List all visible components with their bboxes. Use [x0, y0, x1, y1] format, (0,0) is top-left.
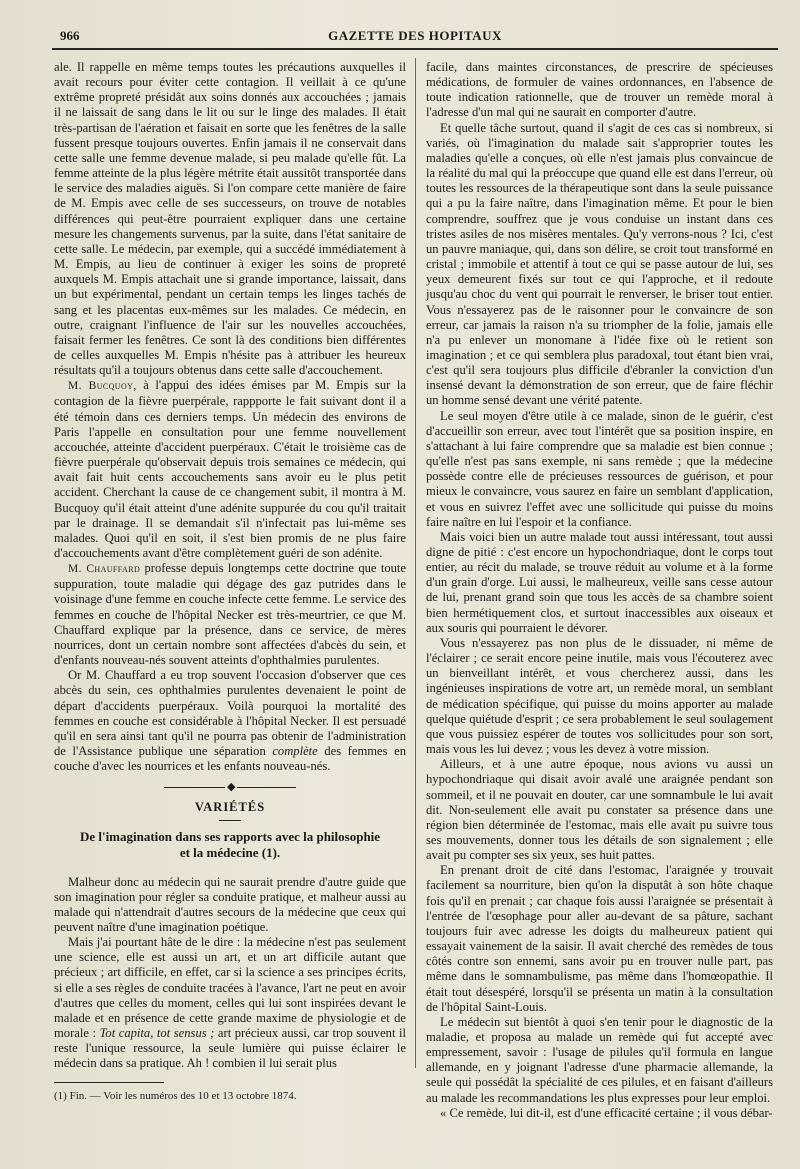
- section-title: VARIÉTÉS: [194, 800, 266, 815]
- page-number: 966: [60, 28, 80, 43]
- section-ornament: [54, 783, 406, 793]
- paragraph-text: à l'appui des idées émises par M. Empis sur la contagion de la fièvre puerpérale, rappporte le fait suivant dont il a été témoin dans ces derniers temps. Un médecin des environs de Paris l'appelle en consultation pour une femme nouvellement accouchée, atteinte d'accident puerpéraux. C'était le troisième cas de fièvre puerpérale qu'observait depuis trois semaines ce médecin, qui avait fait huit cents accouchements sans avoir eu le plus petit accident. Cherchant la cause de ce changement subit, il montra à M. Bucquoy qu'il était atteint d'une adénite suppurée du cou qu'il traitait par le drainage. Il se demandait s'il n'infectait pas lui-même ses malades. Quoi qu'il en soit, il s'est bien promis de ne plus faire d'accouchements avant d'être complètement guéri de son adénite.: [54, 378, 406, 560]
- paragraph: Ailleurs, et à une autre époque, nous avions vu aussi un hypochondriaque qui disait avoir avalé une araignée pendant son sommeil, et il ne pouvait en douter, car une somnambule le lui avait dit. Non-seulement elle avait pu constater sa présence dans une région bien déterminée de l'estomac, mais elle avait pu suivre tous ses mouvements, donner tous les détails de son signalement ; elle avait pu compter ses six yeux, ses huit pattes.: [426, 757, 773, 863]
- left-column: [54, 60, 406, 1104]
- paragraph: Malheur donc au médecin qui ne saurait prendre d'autre guide que son imagination pour régler sa conduite pratique, et malheur aussi au malade qui n'attendrait d'autres secours de la médecine que ceux qui peuvent naître d'une imagination poétique.: [54, 874, 406, 934]
- paragraph-text: des femmes en couche d'avec les nourrices et les enfants nouveau-nés.: [54, 744, 406, 774]
- paragraph: Vous n'essayerez pas non plus de le dissuader, ni même de l'éclairer ; ce serait encore peine inutile, mais vous l'écouterez avec un bienveillant intérêt, et vous chercherez aussi, dans les ingénieuses inspirations de votre art, un remède moral, un semblant de médication spécifique, qui puisse du moins apporter au malade quelque quiétude d'esprit ; ce sera probablement le seul soulagement que vous puissiez espérer de toutes vos sollicitudes pour son sort, mais vous les lui devez ; vous les devez à votre mission.: [426, 635, 773, 757]
- column-divider: [415, 58, 416, 1068]
- section-rule: [219, 820, 241, 821]
- paragraph: [54, 378, 406, 561]
- paragraph-text: Mais j'ai pourtant hâte de le dire : la médecine n'est pas seulement une science, elle est aussi un art, et un art difficile autant que précieux ; art difficile, en effet, car si la science a ses principes écrits, si elle a ses règles de conduite tracées à l'avance, l'art ne peut en avoir d'autres que celles du moment, celles qui lui sont inspirées devant le malade et en présence de cette grande maxime de physiologie et de morale :: [54, 935, 406, 1041]
- article-title-line: et la médecine (1).: [179, 844, 281, 860]
- diamond-icon: ◆: [227, 781, 236, 794]
- speaker-name: M. Chauffard: [68, 563, 141, 576]
- paragraph-text: art précieux aussi, car trop souvent il reste l'unique ressource, la seule lumière qui puisse éclairer le médecin dans sa pratique. Ah ! combien il lui serait plus: [54, 1026, 406, 1071]
- paragraph-text: Or M. Chauffard a eu trop souvent l'occasion d'observer que ces abcès du sein, ces ophthalmies purulentes devenaient le point de départ d'accidents puerpéraux. Voilà pourquoi la mortalité des femmes en couche est considérable à l'hôpital Necker. Il est persuadé qu'il en sera ainsi tant qu'il ne pourra pas obtenir de l'administration de l'Assistance publique une séparation: [54, 668, 406, 759]
- paragraph: Le médecin sut bientôt à quoi s'en tenir pour le diagnostic de la maladie, et proposa au malade un remède qui fut accepté avec empressement, savoir : l'usage de pilules qu'il formula en langue allemande, en y joignant l'adresse d'une pharmacie allemande, la seule qui possédât la spécialité de ces pilules, et en faisant d'ailleurs au malade les recommandations les plus expresses pour leur emploi.: [426, 1014, 773, 1105]
- paragraph: Et quelle tâche surtout, quand il s'agit de ces cas si nombreux, si variés, où l'imagination du malade sait s'approprier toutes les maladies qu'elle a conçues, où elle n'est jamais plus convaincue de la réalité du mal qui la préoccupe que quand elle est dans l'erreur, où toutes les ressources de la thérapeutique sont dans la seule puissance qui a pu la faire naître, dans l'imagination même. Et pour le bien comprendre, souffrez que je vous conduise un instant dans ces tristes asiles de nos misères mentales. Qu'y verrons-nous ? Ici, c'est un pauvre maniaque, qui, dans son délire, se croit tout transformé en cristal ; immobile et attentif à tout ce qui se passe autour de lui, ses yeux demeurent fixés sur tout ce qui l'approche, et il redoute jusqu'au choc du vent qui pourrait le renverser, le briser tout entier. Vous n'essayerez pas de le raisonner pour le convaincre de son erreur, car jamais la raison n'a su triompher de la folie, jamais elle n'a pu enlever un monomane à l'idée fixe où le retient son imagination ; et ce qui semblera plus paradoxal, tout étant bien vrai, c'est qu'il sera toujours plus difficile d'ébranler la conviction d'un insensé devant la démonstration de son erreur, que de faire fléchir un homme sensé devant une vérité patente.: [426, 120, 773, 408]
- paragraph: En prenant droit de cité dans l'estomac, l'araignée y trouvait facilement sa nourriture, bien qu'on la disputât à son hôte chaque fois qu'il en prenait ; car chaque fois aussi l'araignée se présentait à l'entrée de l'œsophage pour aller au-devant de sa pâture, sachant toujours fuir avec adresse les doigts du malheureux patient qui essayait vainement de la saisir. Il avait cherché des remèdes de tous côtés contre son ennemi, sans avoir pu en trouver nulle part, pas même dans le somnambulisme, pas même dans l'homœopathie. Il était tout désespéré, lorsqu'il se présenta un matin à la consultation de l'hôpital Saint-Louis.: [426, 863, 773, 1014]
- article-title: [54, 829, 406, 861]
- emphasis: Tot capita, tot sensus ;: [99, 1026, 215, 1041]
- paragraph: facile, dans maintes circonstances, de prescrire de spécieuses médications, de formuler de vaines ordonnances, en l'absence de toute indication rationnelle, que de trouver un remède moral à l'adresse d'un mal qui ne saurait en comporter d'autre.: [426, 60, 773, 120]
- emphasis: complète: [272, 744, 318, 759]
- paragraph: [54, 935, 406, 1071]
- page-header: [52, 22, 778, 52]
- footnote: (1) Fin. — Voir les numéros des 10 et 13 octobre 1874.: [54, 1089, 297, 1102]
- paragraph: « Ce remède, lui dit-il, est d'une efficacité certaine ; il vous débar-: [440, 1105, 773, 1120]
- paragraph: [54, 561, 406, 668]
- paragraph: Mais voici bien un autre malade tout aussi intéressant, tout aussi digne de pitié : c'est encore un hypochondriaque, dont le corps tout entier, au récit du malade, se trouve réduit au volume et à la forme d'un grain d'orge. Lui aussi, le malheureux, veille sans cesse autour de lui, prenant grand soin que tous les accès de sa chambre soient bien hermétiquement clos, et surtout inaccessibles aux oiseaux et aux souris qui pourraient le dévorer.: [426, 529, 773, 635]
- speaker-name: M. Bucquoy,: [68, 380, 137, 393]
- header-rule: [52, 48, 778, 50]
- running-title: GAZETTE DES HOPITAUX: [328, 28, 502, 43]
- right-column: [426, 60, 773, 1121]
- paragraph-text: professe depuis longtemps cette doctrine que toute suppuration, toute maladie qui dégage des gaz putrides dans le voisinage d'une femme en couche infecte cette femme. Le service des femmes en couche de l'hôpital Necker est très-meurtrier, ce que M. Chauffard explique par la présence, dans ce service, de mères nourrices, dont un certain nombre sont affectées d'abcès du sein, et d'enfants nouveau-nés souvent atteints d'ophthalmies purulentes.: [54, 561, 406, 668]
- footnote-rule: [54, 1082, 164, 1083]
- paragraph: Le seul moyen d'être utile à ce malade, sinon de le guérir, c'est d'accueillir son erreur, avec tout l'intérêt que sa position inspire, en s'attachant à lui faire comprendre que sa maladie est bien connue ; qu'elle n'est pas sans exemple, ni sans remède ; que la médecine possède contre elle de précieuses ressources de guérison, et pour mieux le convaincre, vous saurez en faire un semblant d'application, et vous en suivrez l'effet avec une sollicitude qui puisse du moins faire naître en lui l'espoir et la confiance.: [426, 408, 773, 529]
- article-title-line: De l'imagination dans ses rapports avec la philosophie: [79, 828, 381, 844]
- paragraph: ale. Il rappelle en même temps toutes les précautions auxquelles il avait recours pour éviter cette contagion. Il veillait à ce qu'une extrême propreté présidât aux soins donnés aux accouchées ; jamais il ne laissait de sang dans le lit ou sur le linge des malades. Il était très-partisan de l'aération et faisait en sorte que les fenêtres de la salle fussent presque toujours ouvertes. Enfin jamais il ne conservait dans cette salle une femme devenue malade, si peu malade qu'elle fût. La femme atteinte de la plus légère métrite était aussitôt transportée dans le service des maladies aiguës. Si l'on compare cette manière de faire de M. Empis avec celle de ses successeurs, on trouve de notables différences qui peut-être pourraient expliquer dans une certaine mesure les changements survenus, par la suite, dans l'état sanitaire de cette salle. Le médecin, par exemple, qui a succédé immédiatement à M. Empis, au lieu de continuer à exiger les soins de propreté auxquels M. Empis attachait une si grande importance, laissait, dans un but expérimental, pendant un certain temps les linges tachés de sang et les placentas eux-mêmes sur les malades. Ce médecin, en outre, craignant l'influence de l'air sur les nouvelles accouchées, faisait fermer les fenêtres. Ce sont là des conditions bien différentes de celles auxquelles M. Empis n'hésite pas à attribuer les heureux résultats qu'il a toujours obtenus dans cette salle d'accouchement.: [54, 60, 406, 378]
- paragraph: [54, 668, 406, 774]
